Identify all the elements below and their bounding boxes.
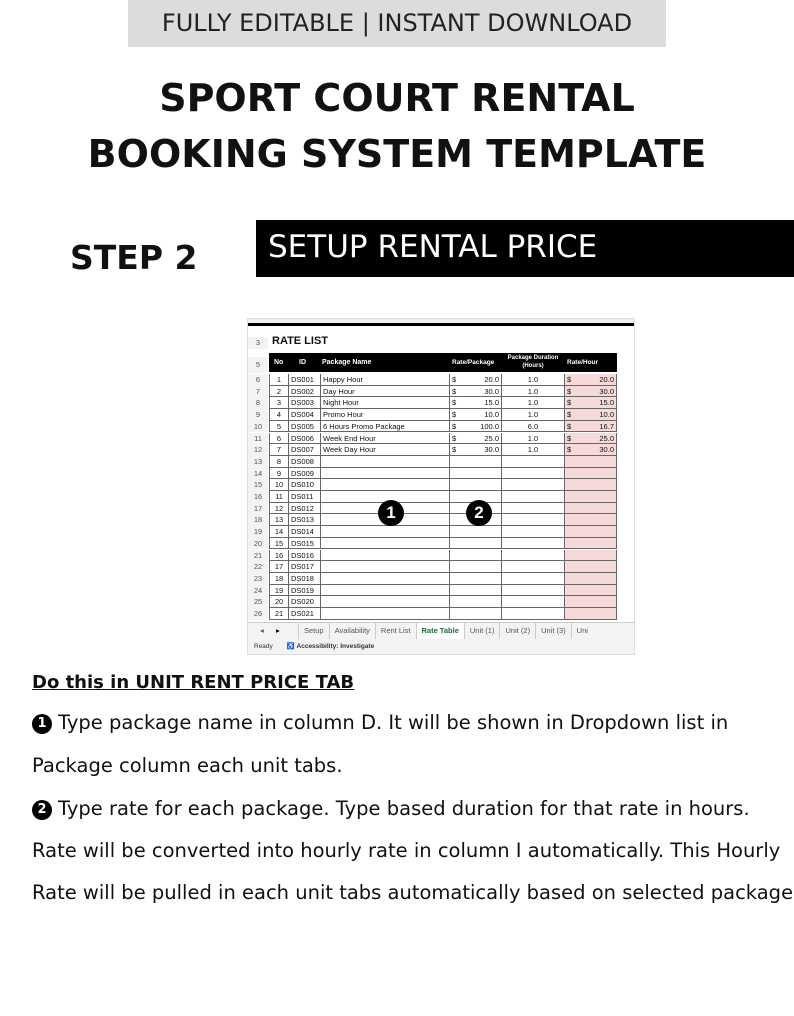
currency-symbol: $ (452, 433, 457, 443)
cell-hourly[interactable] (565, 456, 617, 468)
sheet-tab[interactable]: Availability (329, 623, 375, 641)
cell-dur[interactable]: 1.0 (502, 386, 565, 398)
title-line-2: BOOKING SYSTEM TEMPLATE (87, 132, 707, 176)
row-header: 5 (248, 357, 268, 373)
cell-rate[interactable] (450, 397, 502, 409)
cell-no[interactable]: 15 (269, 538, 289, 550)
row-header: 21 (248, 550, 268, 562)
cell-name[interactable] (321, 608, 450, 620)
cell-dur[interactable] (502, 468, 565, 480)
cell-value: 15.0 (599, 398, 614, 408)
currency-symbol: $ (452, 375, 457, 384)
cell-no[interactable]: 12 (269, 503, 289, 515)
cell-dur[interactable]: 1.0 (502, 444, 565, 456)
row-header: 20 (248, 538, 268, 550)
row-header: 16 (248, 491, 268, 503)
cell-hourly[interactable] (565, 468, 617, 480)
cell-value: 30.0 (484, 445, 499, 455)
accessibility-status[interactable]: Accessibility: Investigate (296, 643, 375, 650)
cell-id[interactable]: DS013 (289, 514, 321, 526)
cell-value: 10.0 (599, 410, 614, 420)
cell-hourly[interactable] (565, 526, 617, 538)
sheet-tab[interactable]: Rate Table (416, 623, 464, 641)
cell-name[interactable] (321, 468, 450, 480)
sheet-tab[interactable]: Uni (571, 623, 593, 641)
cell-no[interactable]: 10 (269, 479, 289, 491)
cell-dur[interactable] (502, 503, 565, 515)
instruction-line: Type package name in column D. It will be shown in Dropdown list in (58, 711, 729, 734)
row-header: 3 (248, 337, 268, 349)
cell-name[interactable]: Promo Hour (321, 409, 450, 421)
cell-id[interactable]: DS017 (289, 561, 321, 573)
row-header: 19 (248, 526, 268, 538)
cell-id[interactable]: DS001 (289, 374, 321, 386)
instruction-line: Rate will be converted into hourly rate in column I automatically. This Hourly (32, 839, 781, 862)
cell-value: 15.0 (484, 398, 499, 408)
cell-hourly[interactable] (565, 585, 617, 597)
bullet-2: 2 (32, 800, 52, 820)
row-header: 14 (248, 468, 268, 480)
banner: FULLY EDITABLE | INSTANT DOWNLOAD (128, 0, 666, 47)
currency-symbol: $ (567, 410, 572, 420)
cell-value: 10.0 (484, 410, 499, 420)
cell-id[interactable]: DS015 (289, 538, 321, 550)
cell-no[interactable]: 7 (269, 444, 289, 456)
spreadsheet-screenshot (247, 318, 635, 655)
cell-rate[interactable] (450, 573, 502, 585)
currency-symbol: $ (567, 433, 572, 443)
cell-hourly[interactable] (565, 503, 617, 515)
col-rate-hour: Rate/Hour (567, 359, 599, 366)
cell-dur[interactable] (502, 596, 565, 608)
currency-symbol: $ (452, 386, 457, 396)
cell-dur[interactable] (502, 585, 565, 597)
cell-dur[interactable]: 6.0 (502, 421, 565, 433)
cell-id[interactable]: DS006 (289, 433, 321, 445)
cell-value: 25.0 (599, 433, 614, 443)
title-line-1: SPORT COURT RENTAL (159, 76, 635, 120)
step-badge-1: 1 (378, 500, 404, 526)
cell-name[interactable] (321, 479, 450, 491)
cell-no[interactable]: 18 (269, 573, 289, 585)
cell-rate[interactable] (450, 409, 502, 421)
cell-id[interactable]: DS004 (289, 409, 321, 421)
cell-no[interactable]: 17 (269, 561, 289, 573)
cell-no[interactable]: 11 (269, 491, 289, 503)
cell-hourly[interactable] (565, 374, 617, 386)
col-id: ID (299, 359, 306, 366)
cell-name[interactable]: Day Hour (321, 386, 450, 398)
bullet-1: 1 (32, 714, 52, 734)
cell-rate[interactable] (450, 456, 502, 468)
step-badge-2: 2 (466, 500, 492, 526)
cell-no[interactable]: 21 (269, 608, 289, 620)
cell-name[interactable] (321, 456, 450, 468)
cell-dur[interactable] (502, 526, 565, 538)
cell-name[interactable] (321, 596, 450, 608)
col-package-name: Package Name (322, 359, 372, 366)
cell-name[interactable] (321, 561, 450, 573)
cell-id[interactable]: DS007 (289, 444, 321, 456)
cell-rate[interactable] (450, 433, 502, 445)
cell-no[interactable]: 20 (269, 596, 289, 608)
cell-name[interactable] (321, 526, 450, 538)
cell-id[interactable]: DS009 (289, 468, 321, 480)
step-title: SETUP RENTAL PRICE (256, 220, 794, 277)
currency-symbol: $ (567, 398, 572, 408)
cell-hourly[interactable] (565, 596, 617, 608)
sheet-tab[interactable]: Setup (298, 623, 329, 641)
table-header (269, 353, 617, 372)
cell-dur[interactable]: 1.0 (502, 409, 565, 421)
cell-hourly[interactable] (565, 573, 617, 585)
cell-hourly[interactable] (565, 550, 617, 562)
cell-hourly[interactable] (565, 608, 617, 620)
cell-rate[interactable] (450, 550, 502, 562)
cell-no[interactable]: 14 (269, 526, 289, 538)
row-header: 24 (248, 585, 268, 597)
cell-no[interactable]: 13 (269, 514, 289, 526)
currency-symbol: $ (452, 445, 457, 455)
cell-no[interactable]: 9 (269, 468, 289, 480)
cell-name[interactable] (321, 550, 450, 562)
currency-symbol: $ (452, 410, 457, 420)
cell-name[interactable] (321, 573, 450, 585)
col-no: No (274, 359, 284, 366)
cell-no[interactable]: 4 (269, 409, 289, 421)
sheet-tab[interactable]: Unit (1) (464, 623, 500, 641)
row-header: 10 (248, 421, 268, 433)
cell-no[interactable]: 6 (269, 433, 289, 445)
cell-id[interactable]: DS010 (289, 479, 321, 491)
rate-list-heading: RATE LIST (272, 335, 329, 347)
cell-dur[interactable]: 1.0 (502, 397, 565, 409)
status-ready: Ready (254, 643, 273, 650)
cell-name[interactable]: Week End Hour (321, 433, 450, 445)
cell-name[interactable]: 6 Hours Promo Package (321, 421, 450, 433)
cell-id[interactable]: DS016 (289, 550, 321, 562)
cell-hourly[interactable] (565, 561, 617, 573)
row-header: 23 (248, 573, 268, 585)
cell-dur[interactable] (502, 561, 565, 573)
cell-dur[interactable] (502, 538, 565, 550)
cell-name[interactable]: Week Day Hour (321, 444, 450, 456)
cell-dur[interactable] (502, 550, 565, 562)
cell-id[interactable]: DS020 (289, 596, 321, 608)
row-header: 22 (248, 561, 268, 573)
cell-no[interactable]: 5 (269, 421, 289, 433)
currency-symbol: $ (452, 398, 457, 408)
col-duration: Package Duration (Hours) (507, 355, 559, 369)
cell-name[interactable] (321, 585, 450, 597)
cell-rate[interactable] (450, 374, 502, 386)
cell-rate[interactable] (450, 561, 502, 573)
accessibility-icon: ♿ (286, 643, 295, 650)
sheet-tab[interactable]: Unit (3) (535, 623, 571, 641)
row-header: 26 (248, 608, 268, 620)
row-header: 11 (248, 433, 268, 445)
cell-no[interactable]: 8 (269, 456, 289, 468)
row-header: 12 (248, 444, 268, 456)
row-header: 15 (248, 479, 268, 491)
cell-hourly[interactable] (565, 433, 617, 445)
cell-dur[interactable] (502, 514, 565, 526)
cell-hourly[interactable] (565, 479, 617, 491)
cell-id[interactable]: DS019 (289, 585, 321, 597)
cell-rate[interactable] (450, 468, 502, 480)
row-header: 25 (248, 596, 268, 608)
sheet-tab[interactable]: Rent List (375, 623, 416, 641)
scroll-left-icon[interactable]: ◂ (260, 626, 264, 635)
cell-value: 25.0 (484, 433, 499, 443)
row-header: 13 (248, 456, 268, 468)
cell-hourly[interactable] (565, 397, 617, 409)
cell-rate[interactable] (450, 421, 502, 433)
cell-rate[interactable] (450, 444, 502, 456)
cell-value: 30.0 (484, 386, 499, 396)
cell-dur[interactable] (502, 456, 565, 468)
row-header: 7 (248, 386, 268, 398)
row-header: 17 (248, 503, 268, 515)
sheet-tab[interactable]: Unit (2) (499, 623, 535, 641)
cell-value: 30.0 (599, 386, 614, 396)
cell-id[interactable]: DS005 (289, 421, 321, 433)
column-headers (248, 319, 634, 326)
cell-rate[interactable] (450, 386, 502, 398)
instruction-line: Rate will be pulled in each unit tabs automatically based on selected package (32, 881, 794, 904)
status-bar (248, 639, 634, 655)
cell-value: 100.0 (480, 421, 499, 431)
currency-symbol: $ (567, 421, 572, 431)
cell-dur[interactable] (502, 491, 565, 503)
cell-value: 20.0 (599, 375, 614, 384)
cell-value: 16.7 (599, 421, 614, 431)
cell-value: 30.0 (599, 445, 614, 455)
cell-id[interactable]: DS018 (289, 573, 321, 585)
cell-rate[interactable] (450, 538, 502, 550)
cell-id[interactable]: DS008 (289, 456, 321, 468)
cell-hourly[interactable] (565, 409, 617, 421)
cell-dur[interactable]: 1.0 (502, 433, 565, 445)
instruction-line: Package column each unit tabs. (32, 754, 343, 777)
cell-rate[interactable] (450, 479, 502, 491)
cell-id[interactable]: DS003 (289, 397, 321, 409)
cell-hourly[interactable] (565, 538, 617, 550)
cell-no[interactable]: 3 (269, 397, 289, 409)
scroll-right-icon[interactable]: ▸ (276, 626, 280, 635)
cell-dur[interactable] (502, 608, 565, 620)
cell-name[interactable]: Night Hour (321, 397, 450, 409)
cell-dur[interactable] (502, 573, 565, 585)
cell-hourly[interactable] (565, 444, 617, 456)
cell-dur[interactable]: 1.0 (502, 374, 565, 386)
cell-rate[interactable] (450, 596, 502, 608)
sheet-tabs (248, 622, 634, 639)
cell-rate[interactable] (450, 585, 502, 597)
row-header: 9 (248, 409, 268, 421)
instructions-heading: Do this in UNIT RENT PRICE TAB (32, 672, 355, 693)
currency-symbol: $ (452, 421, 457, 431)
cell-dur[interactable] (502, 479, 565, 491)
cell-hourly[interactable] (565, 421, 617, 433)
cell-id[interactable]: DS021 (289, 608, 321, 620)
row-header: 6 (248, 374, 268, 386)
currency-symbol: $ (567, 375, 572, 384)
cell-id[interactable]: DS002 (289, 386, 321, 398)
cell-no[interactable]: 1 (269, 374, 289, 386)
cell-hourly[interactable] (565, 491, 617, 503)
row-header: 8 (248, 397, 268, 409)
cell-no[interactable]: 16 (269, 550, 289, 562)
cell-name[interactable] (321, 538, 450, 550)
col-rate-package: Rate/Package (452, 359, 495, 366)
cell-id[interactable]: DS011 (289, 491, 321, 503)
currency-symbol: $ (567, 445, 572, 455)
cell-name[interactable]: Happy Hour (321, 374, 450, 386)
cell-rate[interactable] (450, 608, 502, 620)
cell-hourly[interactable] (565, 386, 617, 398)
currency-symbol: $ (567, 386, 572, 396)
instruction-line: Type rate for each package. Type based duration for that rate in hours. (58, 797, 750, 820)
cell-id[interactable]: DS012 (289, 503, 321, 515)
cell-no[interactable]: 2 (269, 386, 289, 398)
cell-value: 20.0 (484, 375, 499, 384)
step-label: STEP 2 (70, 238, 198, 277)
row-header: 18 (248, 514, 268, 526)
cell-rate[interactable] (450, 526, 502, 538)
cell-hourly[interactable] (565, 514, 617, 526)
cell-id[interactable]: DS014 (289, 526, 321, 538)
cell-no[interactable]: 19 (269, 585, 289, 597)
